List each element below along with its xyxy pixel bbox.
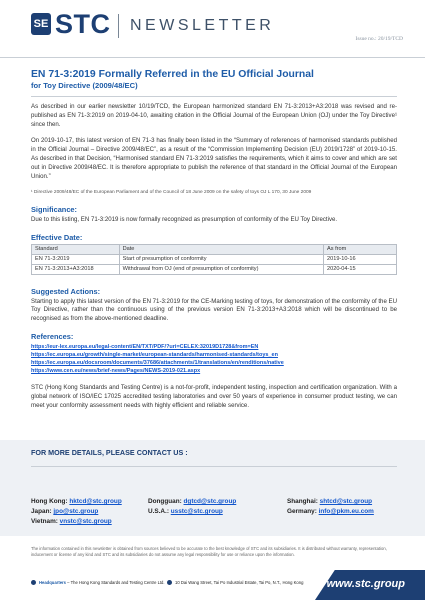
stc-logo <box>31 9 111 39</box>
header-divider <box>118 14 119 38</box>
suggested-actions-heading: Suggested Actions: <box>31 286 101 296</box>
contact-email-link[interactable]: usstc@stc.group <box>170 508 223 515</box>
table-cell-standard: EN 71-3:2019 <box>32 254 120 264</box>
contact-shanghai <box>287 497 372 506</box>
article-title: EN 71-3:2019 Formally Referred in the EU Official Journal <box>31 69 314 80</box>
table-row <box>32 254 397 264</box>
contact-email-link[interactable]: hktcd@stc.group <box>69 498 122 505</box>
contact-label: Hong Kong: <box>31 498 68 505</box>
location-pin-icon <box>167 580 172 585</box>
reference-link-3[interactable]: https://ec.europa.eu/docsroom/documents/37686/attachments/1/translations/en/renditions/native <box>31 359 284 366</box>
newsletter-header <box>0 0 425 58</box>
article-body <box>31 68 397 418</box>
significance-text: Due to this listing, EN 71-3:2019 is now formally recognized as presumption of conformity of the EU Toy Directive. <box>31 216 338 224</box>
contact-label: U.S.A.: <box>148 508 169 515</box>
headquarters-text <box>39 579 165 586</box>
table-header-as-from: As from <box>323 245 396 255</box>
page-footer <box>0 570 425 600</box>
references-heading: References: <box>31 331 74 341</box>
about-stc-paragraph: STC (Hong Kong Standards and Testing Centre) is a not-for-profit, independent testing, inspection and certification organization. With a global network of ISO/IEC 17025 accredited testing laboratories and over 50 years of experience in consumer product testing, we can meet your conformity assessment needs with highly efficient and reliable service. <box>31 383 397 409</box>
contact-dongguan <box>148 497 236 506</box>
contact-section <box>0 440 425 536</box>
contact-label: Japan: <box>31 508 52 515</box>
contact-divider <box>31 466 397 467</box>
table-header-standard: Standard <box>32 245 120 255</box>
contact-vietnam <box>31 517 112 526</box>
reference-link-1[interactable]: https://eur-lex.europa.eu/legal-content/EN/TXT/PDF/?uri=CELEX:32019D1728&from=EN <box>31 343 259 350</box>
contact-label: Dongguan: <box>148 498 182 505</box>
table-cell-date: Withdrawal from OJ (end of presumption of conformity) <box>119 264 323 274</box>
contact-label: Shanghai: <box>287 498 318 505</box>
contact-hong-kong <box>31 497 122 506</box>
headquarters-icon <box>31 580 36 585</box>
table-cell-as-from: 2019-10-16 <box>323 254 396 264</box>
stc-logo-mark: SE <box>31 13 51 35</box>
reference-link-4[interactable]: https://www.cen.eu/news/brief-news/Pages/NEWS-2019-021.aspx <box>31 367 201 374</box>
reference-link-2[interactable]: https://ec.europa.eu/growth/single-market/european-standards/harmonised-standards/toys_en <box>31 351 278 358</box>
website-link[interactable]: www.stc.group <box>326 578 405 590</box>
contact-email-link[interactable]: jpo@stc.group <box>53 508 99 515</box>
significance-heading: Significance: <box>31 205 77 215</box>
effective-date-table <box>31 244 397 274</box>
contact-label: Germany: <box>287 508 317 515</box>
contact-heading: FOR MORE DETAILS, PLEASE CONTACT US : <box>31 448 188 457</box>
contact-email-link[interactable]: vnstc@stc.group <box>59 518 112 525</box>
table-cell-date: Start of presumption of conformity <box>119 254 323 264</box>
contact-germany <box>287 507 374 516</box>
contact-usa <box>148 507 223 516</box>
references-list <box>31 343 397 375</box>
table-cell-as-from: 2020-04-15 <box>323 264 396 274</box>
headquarters-address: 10 Dai Wang Street, Tai Po Industrial Estate, Tai Po, N.T., Hong Kong <box>175 580 304 585</box>
title-divider <box>31 96 397 97</box>
article-subtitle: for Toy Directive (2009/48/EC) <box>31 81 138 90</box>
effective-date-heading: Effective Date: <box>31 233 83 243</box>
disclaimer-text: The information contained in this newsletter is obtained from sources believed to be accurate to the best knowledge of STC and its subsidiaries. It is distributed without warranty, representation, inducement or license of any kind and STC and its subsidiaries do not assume any legal responsibility for use or reliance upon the information. <box>31 546 387 557</box>
contact-label: Vietnam: <box>31 518 58 525</box>
headquarters-name: – The Hong Kong Standards and Testing Centre Ltd. <box>66 580 165 585</box>
contact-email-link[interactable]: shtcd@stc.group <box>319 498 373 505</box>
table-cell-standard: EN 71-3:2013+A3:2018 <box>32 264 120 274</box>
intro-paragraph: As described in our earlier newsletter 10/19/TCD, the European harmonized standard EN 71-3:2013+A3:2018 was revised and re-published as EN 71-3:2019 on 2019-04-10, awaiting citation in the Official Journal of the European Union (OJ) under the Toy Directive¹ since then. <box>31 103 397 128</box>
stc-logo-text: STC <box>55 9 111 39</box>
contact-email-link[interactable]: dgtcd@stc.group <box>183 498 237 505</box>
table-row <box>32 264 397 274</box>
footnote: ¹ Directive 2009/48/EC of the European Parliament and of the Council of 18 June 2009 on the safety of toys OJ L 170, 30 June 2009 <box>31 190 312 196</box>
listing-paragraph: On 2019-10-17, this latest version of EN 71-3 has finally been listed in the “Summary of references of harmonised standards published in the Official Journal – Directive 2009/48/EC”, as a result of the “Commission Implementing Decision (EU) 2019/1728” of 2019-10-15. As described in that Decision, “Harmonised standard EN 71-3:2019 satisfies the requirements, which it aims to cover and which are set out in Directive 2009/48/EC. It is therefore appropriate to publish the reference of that standard in the Official Journal of the European Union.” <box>31 137 397 180</box>
headquarters-label: Headquarters <box>39 580 66 585</box>
table-header-date: Date <box>119 245 323 255</box>
contact-email-link[interactable]: info@pkm.eu.com <box>318 508 374 515</box>
contact-japan <box>31 507 98 516</box>
newsletter-label: NEWSLETTER <box>130 17 275 34</box>
table-header-row <box>32 245 397 255</box>
suggested-actions-text: Starting to apply this latest version of the EN 71-3:2019 for the CE-Marking testing of toys, for demonstration of the conformity of the EU Toy Directive, rather than the continuous using of the previous version EN 71-3:2013+A3:2018 which will be discontinued to be recognised as from the above-mentioned deadline. <box>31 297 397 323</box>
issue-number: Issue no.: 20/19/TCD <box>355 36 403 42</box>
